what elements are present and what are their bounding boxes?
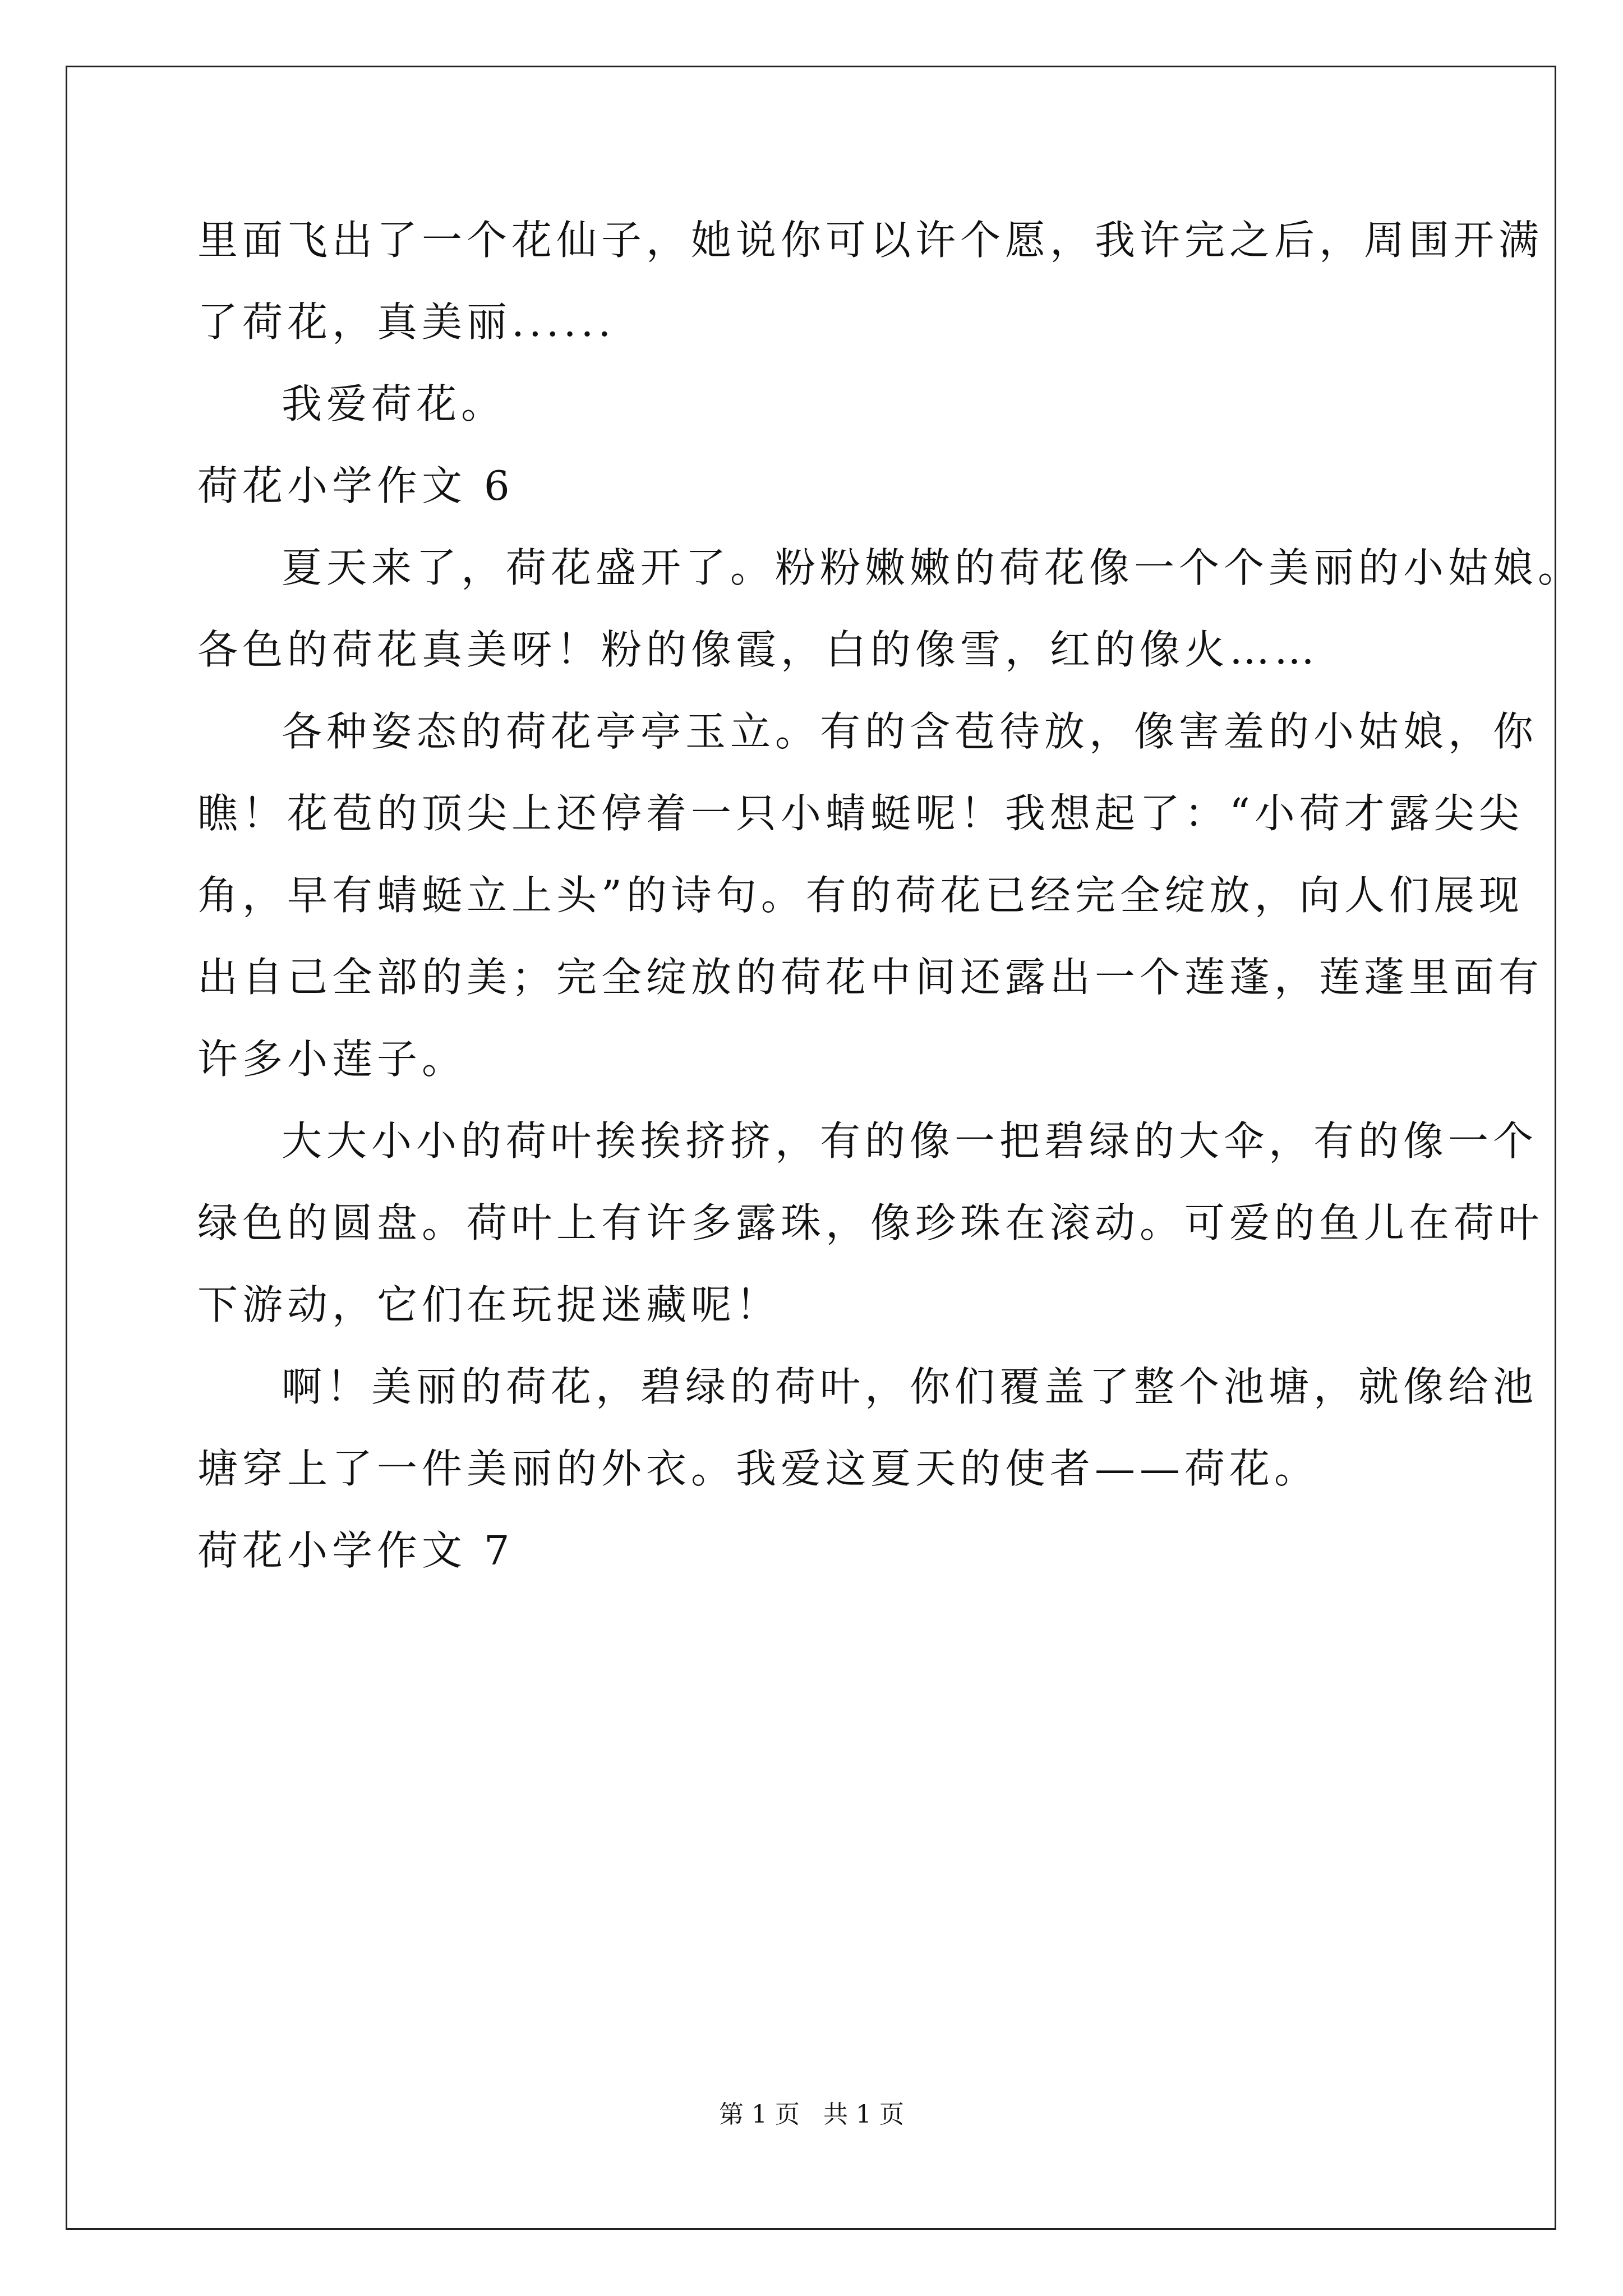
text-line: 下游动，它们在玩捉迷藏呢！ bbox=[197, 1281, 781, 1328]
text-line: 出自己全部的美；完全绽放的荷花中间还露出一个莲蓬，莲蓬里面有 bbox=[197, 954, 1544, 1001]
page-footer: 第 1 页 共 1 页 bbox=[719, 2100, 904, 2129]
text-line: 大大小小的荷叶挨挨挤挤，有的像一把碧绿的大伞，有的像一个 bbox=[282, 1117, 1538, 1165]
text-line: 了荷花，真美丽...... bbox=[197, 298, 616, 346]
section-heading: 荷花小学作文 7 bbox=[197, 1527, 514, 1574]
text-line: 夏天来了，荷花盛开了。粉粉嫩嫩的荷花像一个个美丽的小姑娘。 bbox=[282, 544, 1583, 591]
text-line: 瞧！花苞的顶尖上还停着一只小蜻蜓呢！我想起了：“小荷才露尖尖 bbox=[197, 790, 1524, 837]
text-line: 各色的荷花真美呀！粉的像霞，白的像雪，红的像火…… bbox=[197, 626, 1320, 673]
text-line: 我爱荷花。 bbox=[282, 380, 506, 427]
text-line: 许多小莲子。 bbox=[197, 1036, 467, 1083]
text-line: 里面飞出了一个花仙子，她说你可以许个愿，我许完之后，周围开满 bbox=[197, 217, 1544, 264]
section-heading: 荷花小学作文 6 bbox=[197, 462, 514, 509]
text-line: 塘穿上了一件美丽的外衣。我爱这夏天的使者——荷花。 bbox=[197, 1445, 1320, 1492]
text-line: 角，早有蜻蜓立上头”的诗句。有的荷花已经完全绽放，向人们展现 bbox=[197, 872, 1524, 919]
text-line: 各种姿态的荷花亭亭玉立。有的含苞待放，像害羞的小姑娘，你 bbox=[282, 708, 1538, 755]
text-line: 绿色的圆盘。荷叶上有许多露珠，像珍珠在滚动。可爱的鱼儿在荷叶 bbox=[197, 1199, 1544, 1246]
text-line: 啊！美丽的荷花，碧绿的荷叶，你们覆盖了整个池塘，就像给池 bbox=[282, 1363, 1538, 1410]
